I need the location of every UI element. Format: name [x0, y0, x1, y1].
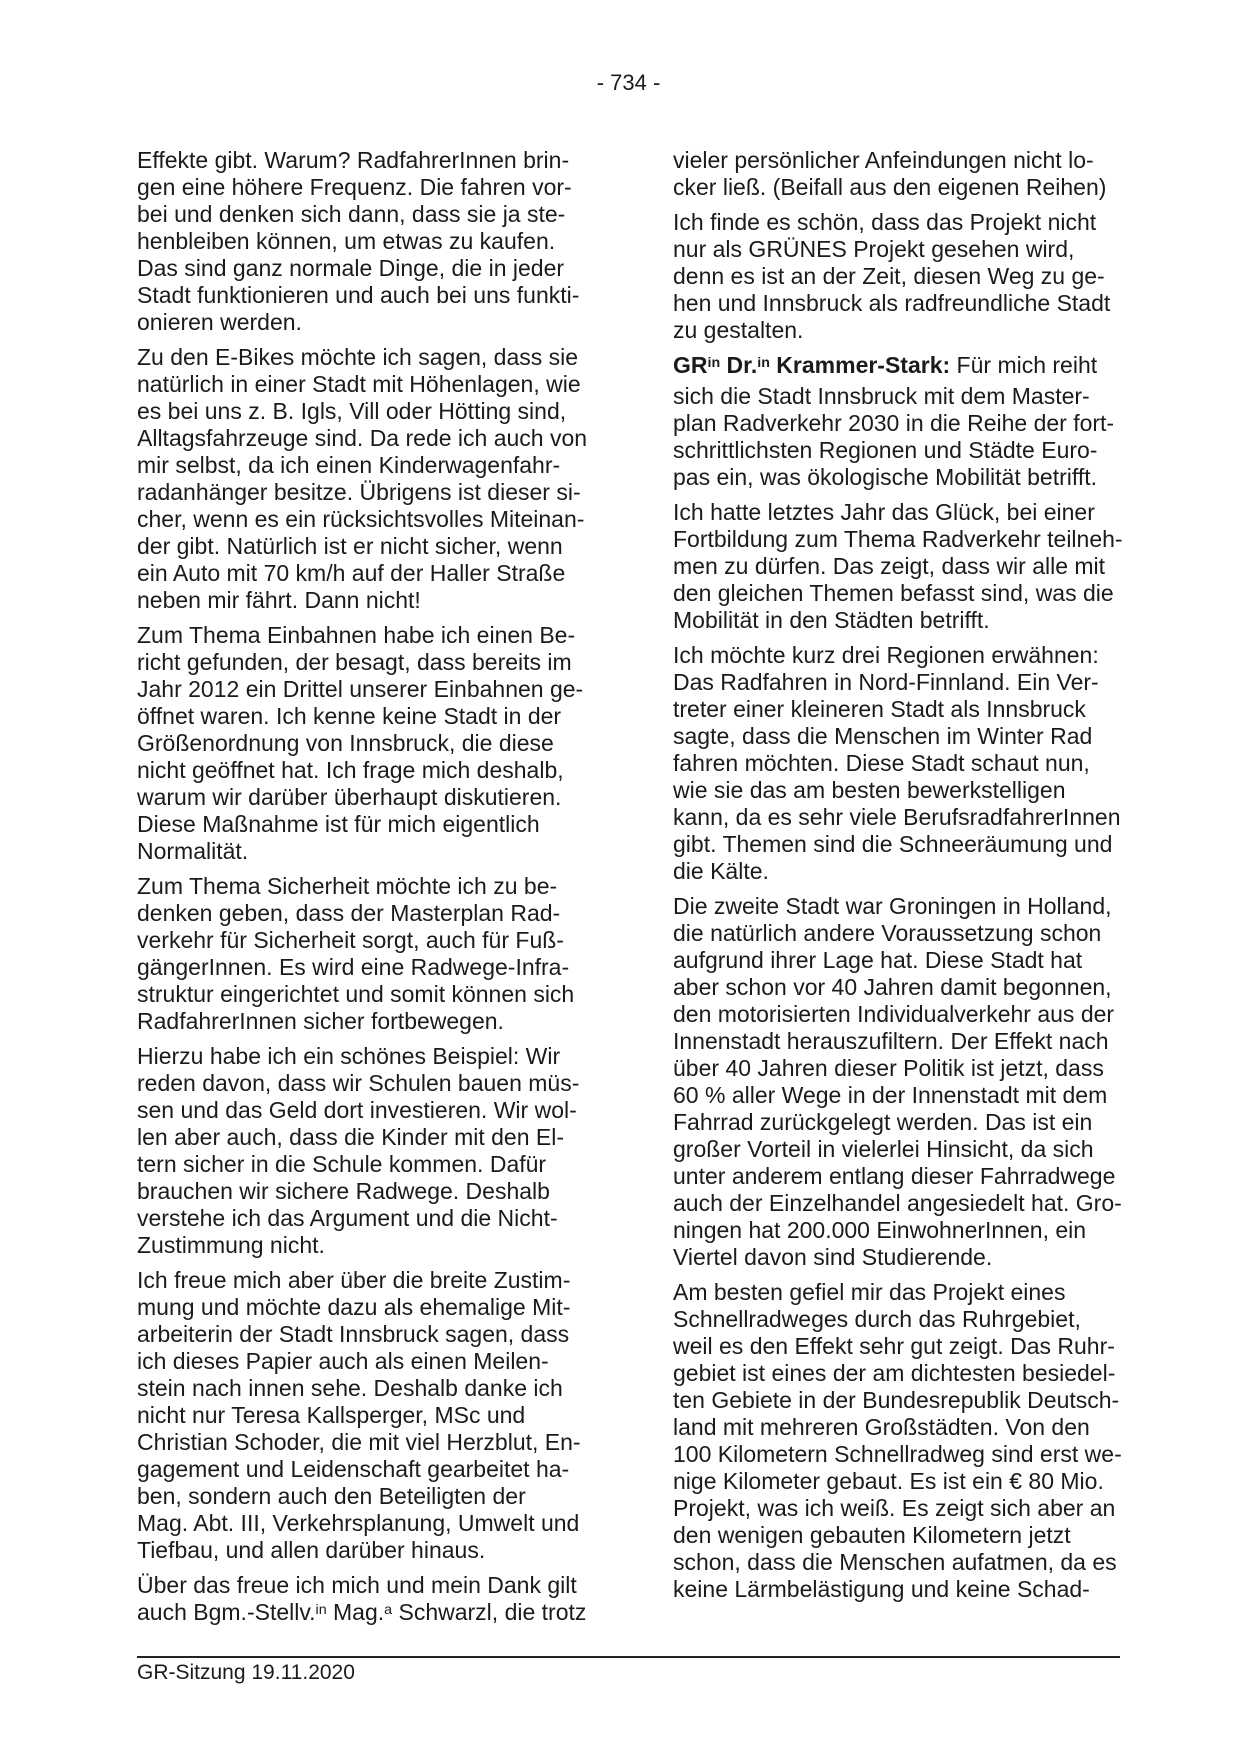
text-line: der gibt. Natürlich ist er nicht sicher, wenn — [137, 533, 563, 559]
text-line: Schnellradweges durch das Ruhrgebiet, — [673, 1306, 1081, 1332]
text-line: Zum Thema Einbahnen habe ich einen Be- — [137, 622, 576, 648]
text-line: onieren werden. — [137, 309, 302, 335]
text-line: ben, sondern auch den Beteiligten der — [137, 1483, 526, 1509]
text-line: kann, da es sehr viele BerufsradfahrerInnen — [673, 804, 1121, 830]
text-line: struktur eingerichtet und somit können sich — [137, 981, 575, 1007]
text-line: weil es den Effekt sehr gut zeigt. Das Ruhr- — [673, 1333, 1115, 1359]
text-line: zu gestalten. — [673, 317, 804, 343]
text-line: verstehe ich das Argument und die Nicht- — [137, 1205, 558, 1231]
text-line: Zum Thema Sicherheit möchte ich zu be- — [137, 873, 558, 899]
text-line: auch der Einzelhandel angesiedelt hat. Gro- — [673, 1190, 1122, 1216]
text-line: ein Auto mit 70 km/h auf der Haller Straße — [137, 560, 566, 586]
text-line: nige Kilometer gebaut. Es ist ein € 80 Mio. — [673, 1468, 1104, 1494]
text-line: nicht geöffnet hat. Ich frage mich deshalb, — [137, 757, 564, 783]
text-line: arbeiterin der Stadt Innsbruck sagen, dass — [137, 1321, 570, 1347]
speaker-name: Dr. — [720, 352, 758, 378]
text-line: Fahrrad zurückgelegt werden. Das ist ein — [673, 1109, 1093, 1135]
text-line — [673, 352, 1119, 383]
text-line: den motorisierten Individualverkehr aus der — [673, 1001, 1115, 1027]
text-line: Fortbildung zum Thema Radverkehr teilneh- — [673, 526, 1123, 552]
text-line: Tiefbau, und allen darüber hinaus. — [137, 1537, 486, 1563]
speaker-name: Krammer-Stark: — [769, 352, 951, 378]
text-line: brauchen wir sichere Radwege. Deshalb — [137, 1178, 550, 1204]
text-line: Viertel davon sind Studierende. — [673, 1244, 993, 1270]
text-line: Über das freue ich mich und mein Dank gilt — [137, 1572, 577, 1598]
text-line: schrittlichsten Regionen und Städte Euro- — [673, 437, 1098, 463]
paragraph — [137, 873, 583, 1035]
text-line: treter einer kleineren Stadt als Innsbruck — [673, 696, 1086, 722]
paragraph — [673, 1279, 1122, 1603]
paragraph — [673, 209, 1119, 344]
text-line: warum wir darüber überhaupt diskutieren. — [137, 784, 562, 810]
text-line: richt gefunden, der besagt, dass bereits im — [137, 649, 572, 675]
text-line: Das Radfahren in Nord-Finnland. Ein Ver- — [673, 669, 1099, 695]
text-line: mung und möchte dazu als ehemalige Mit- — [137, 1294, 571, 1320]
text-line: natürlich in einer Stadt mit Höhenlagen, wie — [137, 371, 581, 397]
paragraph — [673, 893, 1122, 1271]
text-line: hen und Innsbruck als radfreundliche Stadt — [673, 290, 1111, 316]
column-right — [673, 147, 1123, 1611]
text-line: Größenordnung von Innsbruck, die diese — [137, 730, 554, 756]
text-segment: Mag. — [326, 1599, 385, 1625]
text-line: gibt. Themen sind die Schneeräumung und — [673, 831, 1113, 857]
text-line: denken geben, dass der Masterplan Rad- — [137, 900, 561, 926]
text-line: men zu dürfen. Das zeigt, dass wir alle mit — [673, 553, 1106, 579]
column-left — [137, 147, 588, 1638]
text-line: schon, dass die Menschen aufatmen, da es — [673, 1549, 1117, 1575]
text-line: sagte, dass die Menschen im Winter Rad — [673, 723, 1093, 749]
text-line: Jahr 2012 ein Drittel unserer Einbahnen ge- — [137, 676, 584, 702]
text-line: fahren möchten. Diese Stadt schaut nun, — [673, 750, 1090, 776]
text-line: Hierzu habe ich ein schönes Beispiel: Wir — [137, 1043, 561, 1069]
text-line: Das sind ganz normale Dinge, die in jeder — [137, 255, 565, 281]
text-line: aber schon vor 40 Jahren damit begonnen, — [673, 974, 1112, 1000]
text-line: Projekt, was ich weiß. Es zeigt sich aber an — [673, 1495, 1116, 1521]
text-line: öffnet waren. Ich kenne keine Stadt in der — [137, 703, 562, 729]
paragraph — [137, 1267, 583, 1564]
text-line: Normalität. — [137, 838, 249, 864]
text-line: reden davon, dass wir Schulen bauen müs- — [137, 1070, 580, 1096]
text-line: Diese Maßnahme ist für mich eigentlich — [137, 811, 540, 837]
text-segment: Für mich reiht — [950, 352, 1098, 378]
text-line: stein nach innen sehe. Deshalb danke ich — [137, 1375, 563, 1401]
speaker-name: GR — [673, 352, 708, 378]
text-line: gebiet ist eines der am dichtesten besiedel- — [673, 1360, 1116, 1386]
text-line: Stadt funktionieren und auch bei uns funkti- — [137, 282, 580, 308]
text-line: unter anderem entlang dieser Fahrradwege — [673, 1163, 1116, 1189]
paragraph — [137, 1043, 583, 1259]
text-line: verkehr für Sicherheit sorgt, auch für Fuß- — [137, 927, 564, 953]
paragraph — [137, 147, 583, 336]
text-line: RadfahrerInnen sicher fortbewegen. — [137, 1008, 504, 1034]
text-line: Am besten gefiel mir das Projekt eines — [673, 1279, 1066, 1305]
text-line: ich dieses Papier auch als einen Meilen- — [137, 1348, 549, 1374]
text-line: den gleichen Themen befasst sind, was die — [673, 580, 1114, 606]
text-line: Alltagsfahrzeuge sind. Da rede ich auch von — [137, 425, 588, 451]
paragraph — [137, 344, 588, 614]
text-line: großer Vorteil in vielerlei Hinsicht, da sich — [673, 1136, 1094, 1162]
text-line: cker ließ. (Beifall aus den eigenen Reihen) — [673, 174, 1107, 200]
superscript: a — [384, 1601, 393, 1618]
text-line: denn es ist an der Zeit, diesen Weg zu ge- — [673, 263, 1105, 289]
text-line: Die zweite Stadt war Groningen in Holland, — [673, 893, 1112, 919]
text-line — [137, 1599, 587, 1630]
text-line: nur als GRÜNES Projekt gesehen wird, — [673, 236, 1075, 262]
text-line: die natürlich andere Voraussetzung schon — [673, 920, 1102, 946]
text-line: 100 Kilometern Schnellradweg sind erst we- — [673, 1441, 1122, 1467]
text-line: gängerInnen. Es wird eine Radwege-Infra- — [137, 954, 570, 980]
text-line: neben mir fährt. Dann nicht! — [137, 587, 421, 613]
paragraph — [673, 642, 1119, 885]
text-line: gagement und Leidenschaft gearbeitet ha- — [137, 1456, 570, 1482]
page-number: - 734 - — [596, 70, 661, 95]
text-line: über 40 Jahren dieser Politik ist jetzt, dass — [673, 1055, 1104, 1081]
paragraph — [673, 499, 1123, 634]
text-line: es bei uns z. B. Igls, Vill oder Hötting sind, — [137, 398, 567, 424]
paragraph — [137, 1572, 587, 1630]
text-segment: Schwarzl, die trotz — [392, 1599, 587, 1625]
text-line: ningen hat 200.000 EinwohnerInnen, ein — [673, 1217, 1087, 1243]
text-line: Zustimmung nicht. — [137, 1232, 325, 1258]
text-line: sich die Stadt Innsbruck mit dem Master- — [673, 383, 1090, 409]
paragraph — [137, 622, 583, 865]
superscript: in — [757, 354, 770, 371]
text-segment: auch Bgm.-Stellv. — [137, 1599, 316, 1625]
text-line: Mobilität in den Städten betrifft. — [673, 607, 990, 633]
text-line: Ich freue mich aber über die breite Zustim- — [137, 1267, 571, 1293]
text-line: Ich möchte kurz drei Regionen erwähnen: — [673, 642, 1099, 668]
superscript: in — [707, 354, 721, 371]
text-line: tern sicher in die Schule kommen. Dafür — [137, 1151, 547, 1177]
text-line: Christian Schoder, die mit viel Herzblut, En- — [137, 1429, 581, 1455]
text-line: bei und denken sich dann, dass sie ja ste- — [137, 201, 566, 227]
paragraph — [673, 352, 1119, 491]
text-line: radanhänger besitze. Übrigens ist dieser si- — [137, 479, 581, 505]
text-line: Innenstadt herauszufiltern. Der Effekt nach — [673, 1028, 1109, 1054]
text-line: vieler persönlicher Anfeindungen nicht lo- — [673, 147, 1094, 173]
superscript: in — [315, 1601, 327, 1618]
text-line: mir selbst, da ich einen Kinderwagenfahr- — [137, 452, 561, 478]
paragraph — [673, 147, 1119, 201]
text-line: Effekte gibt. Warum? RadfahrerInnen brin- — [137, 147, 570, 173]
text-line: 60 % aller Wege in der Innenstadt mit dem — [673, 1082, 1108, 1108]
text-line: den wenigen gebauten Kilometern jetzt — [673, 1522, 1071, 1548]
text-line: keine Lärmbelästigung und keine Schad- — [673, 1576, 1090, 1602]
text-line: sen und das Geld dort investieren. Wir wol- — [137, 1097, 577, 1123]
text-line: pas ein, was ökologische Mobilität betrifft. — [673, 464, 1098, 490]
text-line: cher, wenn es ein rücksichtsvolles Miteinan- — [137, 506, 585, 532]
text-line: nicht nur Teresa Kallsperger, MSc und — [137, 1402, 526, 1428]
text-line: gen eine höhere Frequenz. Die fahren vor- — [137, 174, 572, 200]
text-line: len aber auch, dass die Kinder mit den El- — [137, 1124, 565, 1150]
text-line: Ich finde es schön, dass das Projekt nicht — [673, 209, 1097, 235]
footer-session-label: GR-Sitzung 19.11.2020 — [137, 1661, 355, 1684]
text-line: land mit mehreren Großstädten. Von den — [673, 1414, 1090, 1440]
text-line: Mag. Abt. III, Verkehrsplanung, Umwelt und — [137, 1510, 580, 1536]
text-line: plan Radverkehr 2030 in die Reihe der fort- — [673, 410, 1115, 436]
text-line: ten Gebiete in der Bundesrepublik Deutsch- — [673, 1387, 1120, 1413]
footer-divider — [137, 1656, 1120, 1658]
text-line: wie sie das am besten bewerkstelligen — [673, 777, 1066, 803]
text-line: die Kälte. — [673, 858, 769, 884]
text-line: Zu den E-Bikes möchte ich sagen, dass sie — [137, 344, 579, 370]
text-line: Ich hatte letztes Jahr das Glück, bei einer — [673, 499, 1095, 525]
text-line: henbleiben können, um etwas zu kaufen. — [137, 228, 556, 254]
text-line: aufgrund ihrer Lage hat. Diese Stadt hat — [673, 947, 1083, 973]
